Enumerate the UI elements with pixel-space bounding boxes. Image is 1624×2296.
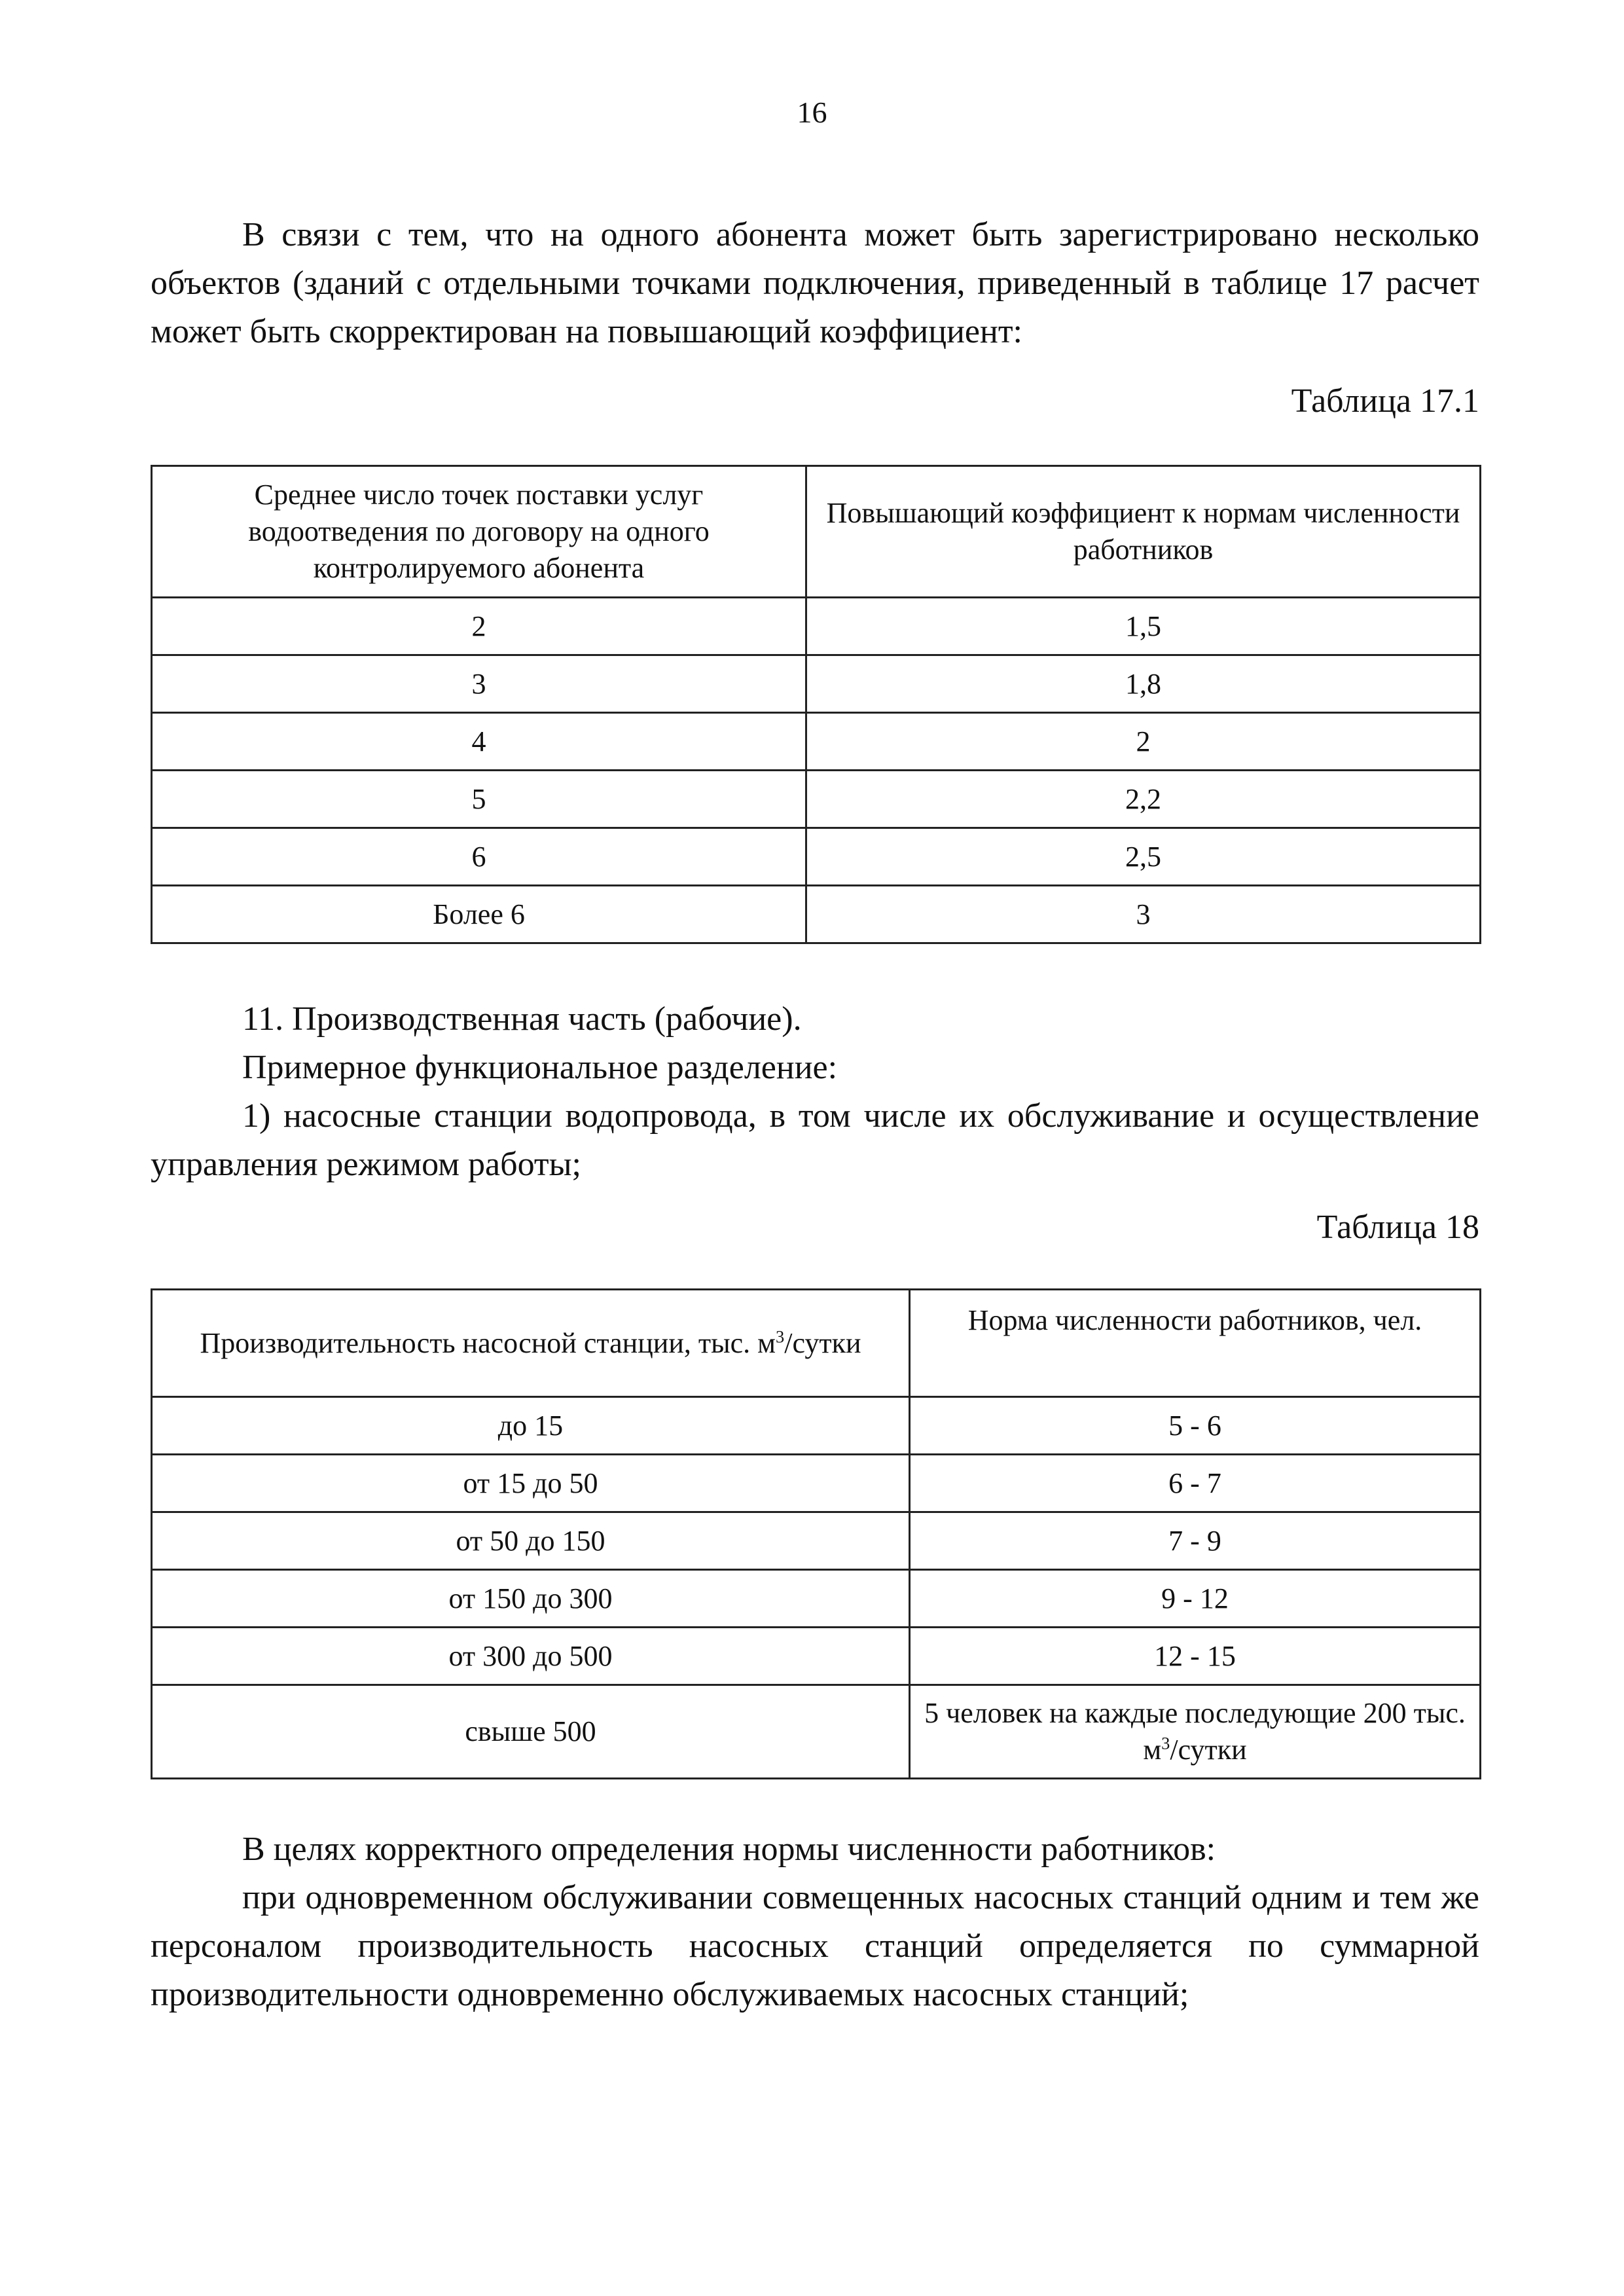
table-row: [152, 1685, 1481, 1779]
section-11-title: 11. Производственная часть (рабочие).: [242, 1000, 802, 1038]
closing-line-2: при одновременном обслуживании совмещенных насосных станций одним и тем же персоналом производительность насосных станций определяется по суммарной производительности одновременно обслуживаемых насосных станций;: [151, 1879, 1479, 2013]
table-row: [152, 655, 1481, 713]
table-row: [152, 1512, 1481, 1570]
table-header-cell: Производительность насосной станции, тыс. $м^3$/сутки: [152, 1290, 910, 1397]
table-header-row: [152, 466, 1481, 598]
table-row: [152, 886, 1481, 943]
table-cell: от 300 до 500: [152, 1628, 910, 1685]
table-cell: от 15 до 50: [152, 1455, 910, 1512]
table-header-cell: Среднее число точек поставки услуг водоотведения по договору на одного контролируемого абонента: [152, 466, 806, 598]
table-cell: 3: [806, 886, 1481, 943]
table-row: [152, 771, 1481, 828]
table-cell: 2: [152, 598, 806, 655]
table-cell: от 50 до 150: [152, 1512, 910, 1570]
table-17-1-caption: Таблица 17.1: [1291, 382, 1479, 420]
table-cell: Более 6: [152, 886, 806, 943]
table-cell: 3: [152, 655, 806, 713]
table-cell: 1,8: [806, 655, 1481, 713]
table-header-cell: Норма численности работников, чел.: [910, 1290, 1481, 1397]
table-header-cell: Повышающий коэффициент к нормам численности работников: [806, 466, 1481, 598]
table-18-caption: Таблица 18: [1316, 1209, 1479, 1246]
section-11-subtitle: Примерное функциональное разделение:: [242, 1049, 838, 1086]
table-cell: 5 - 6: [910, 1397, 1481, 1455]
table-cell: 4: [152, 713, 806, 771]
table-row: [152, 598, 1481, 655]
table-cell: 2: [806, 713, 1481, 771]
table-cell: от 150 до 300: [152, 1570, 910, 1628]
table-row: [152, 1455, 1481, 1512]
table-cell: свыше 500: [152, 1685, 910, 1779]
table-cell: 6 - 7: [910, 1455, 1481, 1512]
table-row: [152, 1628, 1481, 1685]
table-17-1: [151, 465, 1481, 944]
table-row: [152, 1570, 1481, 1628]
table-cell: до 15: [152, 1397, 910, 1455]
table-cell: 5 человек на каждые последующие 200 тыс. $м^3$/сутки: [910, 1685, 1481, 1779]
table-cell: 2,2: [806, 771, 1481, 828]
intro-paragraph: В связи с тем, что на одного абонента может быть зарегистрировано несколько объектов (зданий с отдельными точками подключения, приведенный в таблице 17 расчет может быть скорректирован на повышающий коэффициент:: [151, 216, 1479, 350]
table-cell: 1,5: [806, 598, 1481, 655]
table-cell: 6: [152, 828, 806, 886]
table-18: [151, 1288, 1481, 1779]
section-11-item-1: 1) насосные станции водопровода, в том числе их обслуживание и осуществление управления режимом работы;: [151, 1097, 1479, 1183]
table-cell: 7 - 9: [910, 1512, 1481, 1570]
table-cell: 12 - 15: [910, 1628, 1481, 1685]
table-row: [152, 713, 1481, 771]
table-row: [152, 1397, 1481, 1455]
table-header-row: [152, 1290, 1481, 1397]
closing-line-1: В целях корректного определения нормы численности работников:: [242, 1831, 1216, 1868]
table-cell: 5: [152, 771, 806, 828]
table-cell: 2,5: [806, 828, 1481, 886]
page-number: 16: [797, 96, 827, 129]
table-cell: 9 - 12: [910, 1570, 1481, 1628]
table-row: [152, 828, 1481, 886]
